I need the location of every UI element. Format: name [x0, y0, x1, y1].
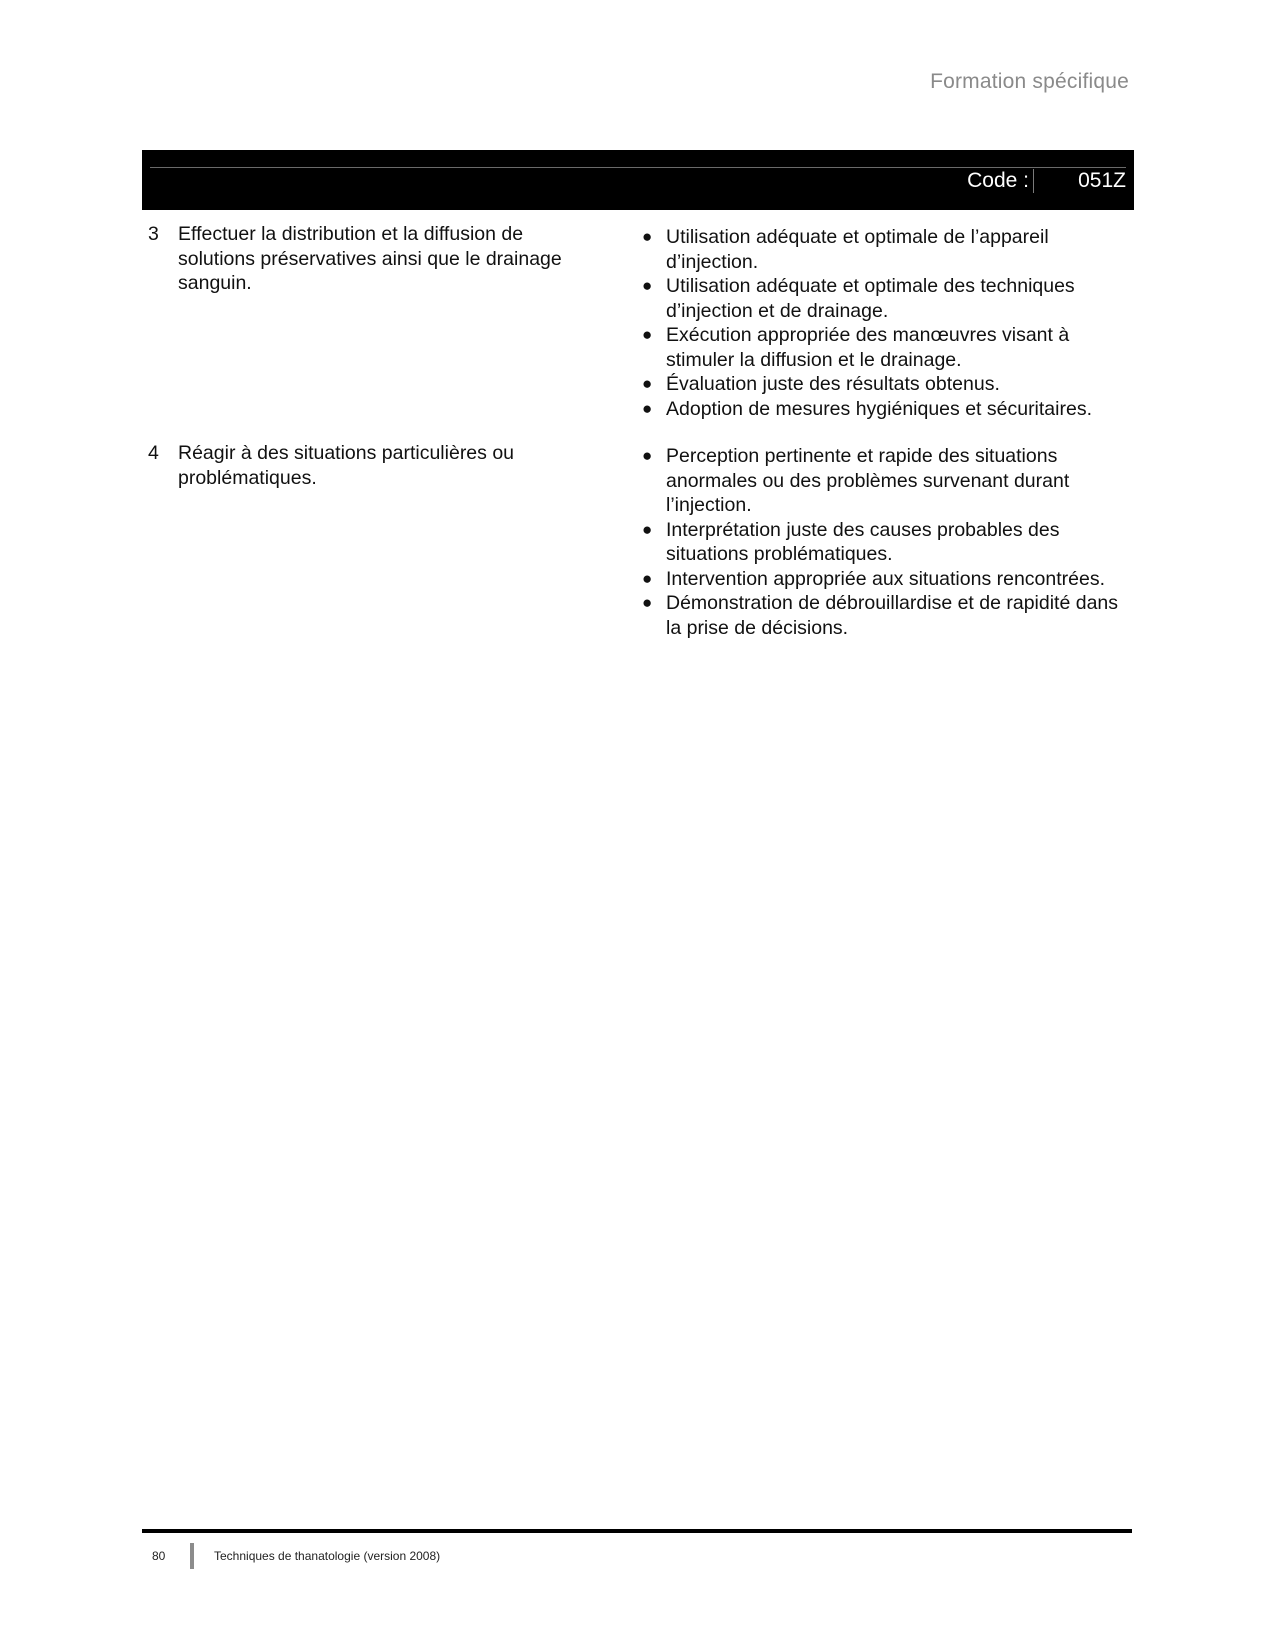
criterion-text: Utilisation adéquate et optimale de l’appareil d’injection. — [666, 226, 1049, 273]
criterion-text: Interprétation juste des causes probables des situations problématiques. — [666, 518, 1060, 565]
document-title: Techniques de thanatologie (version 2008) — [214, 1549, 441, 1563]
criteria-cell — [642, 441, 1122, 640]
list-item — [642, 372, 1122, 397]
list-item — [642, 518, 1122, 567]
code-bar — [142, 150, 1134, 210]
element-text: Réagir à des situations particulières ou problématiques. — [178, 442, 515, 489]
bullet-icon: ● — [642, 519, 653, 539]
bullet-icon: ● — [642, 446, 653, 465]
criteria-list — [642, 225, 1122, 421]
code-value: 051Z — [1078, 169, 1126, 192]
criterion-text: Utilisation adéquate et optimale des techniques d’injection et de drainage. — [666, 275, 1075, 322]
criteria-cell — [642, 222, 1122, 421]
footer-separator — [190, 1543, 194, 1569]
competency-table — [148, 222, 1134, 660]
list-item — [642, 397, 1122, 422]
criterion-text: Adoption de mesures hygiéniques et sécuritaires. — [666, 397, 1092, 420]
element-cell — [148, 441, 642, 640]
list-item — [642, 444, 1122, 518]
bullet-icon: ● — [642, 593, 653, 612]
bullet-icon: ● — [642, 568, 653, 588]
element-number: 4 — [148, 442, 159, 464]
list-item — [642, 591, 1122, 640]
bullet-icon: ● — [642, 227, 653, 246]
list-item — [642, 274, 1122, 323]
bullet-icon: ● — [642, 374, 653, 393]
page-footer — [152, 1543, 440, 1569]
page-number: 80 — [152, 1549, 166, 1563]
list-item — [642, 567, 1122, 592]
code-label: Code : — [967, 169, 1034, 193]
table-row — [148, 222, 1134, 421]
bullet-icon: ● — [642, 398, 653, 418]
criterion-text: Évaluation juste des résultats obtenus. — [666, 373, 1000, 395]
element-text: Effectuer la distribution et la diffusion de solutions préservatives ainsi que le drainage sanguin. — [178, 223, 562, 294]
bullet-icon: ● — [642, 325, 653, 344]
criterion-text: Démonstration de débrouillardise et de rapidité dans la prise de décisions. — [666, 592, 1119, 639]
list-item — [642, 225, 1122, 274]
table-row — [148, 441, 1134, 640]
running-header-title: Formation spécifique — [930, 70, 1129, 93]
criterion-text: Intervention appropriée aux situations rencontrées. — [666, 567, 1106, 590]
element-number: 3 — [148, 223, 159, 245]
criteria-list — [642, 444, 1122, 640]
criterion-text: Exécution appropriée des manœuvres visant à stimuler la diffusion et le drainage. — [666, 324, 1070, 371]
footer-rule — [142, 1529, 1132, 1533]
criterion-text: Perception pertinente et rapide des situations anormales ou des problèmes survenant durant l’injection. — [666, 445, 1070, 516]
bullet-icon: ● — [642, 276, 653, 295]
list-item — [642, 323, 1122, 372]
code-bar-rule — [150, 167, 1126, 168]
element-cell — [148, 222, 642, 421]
